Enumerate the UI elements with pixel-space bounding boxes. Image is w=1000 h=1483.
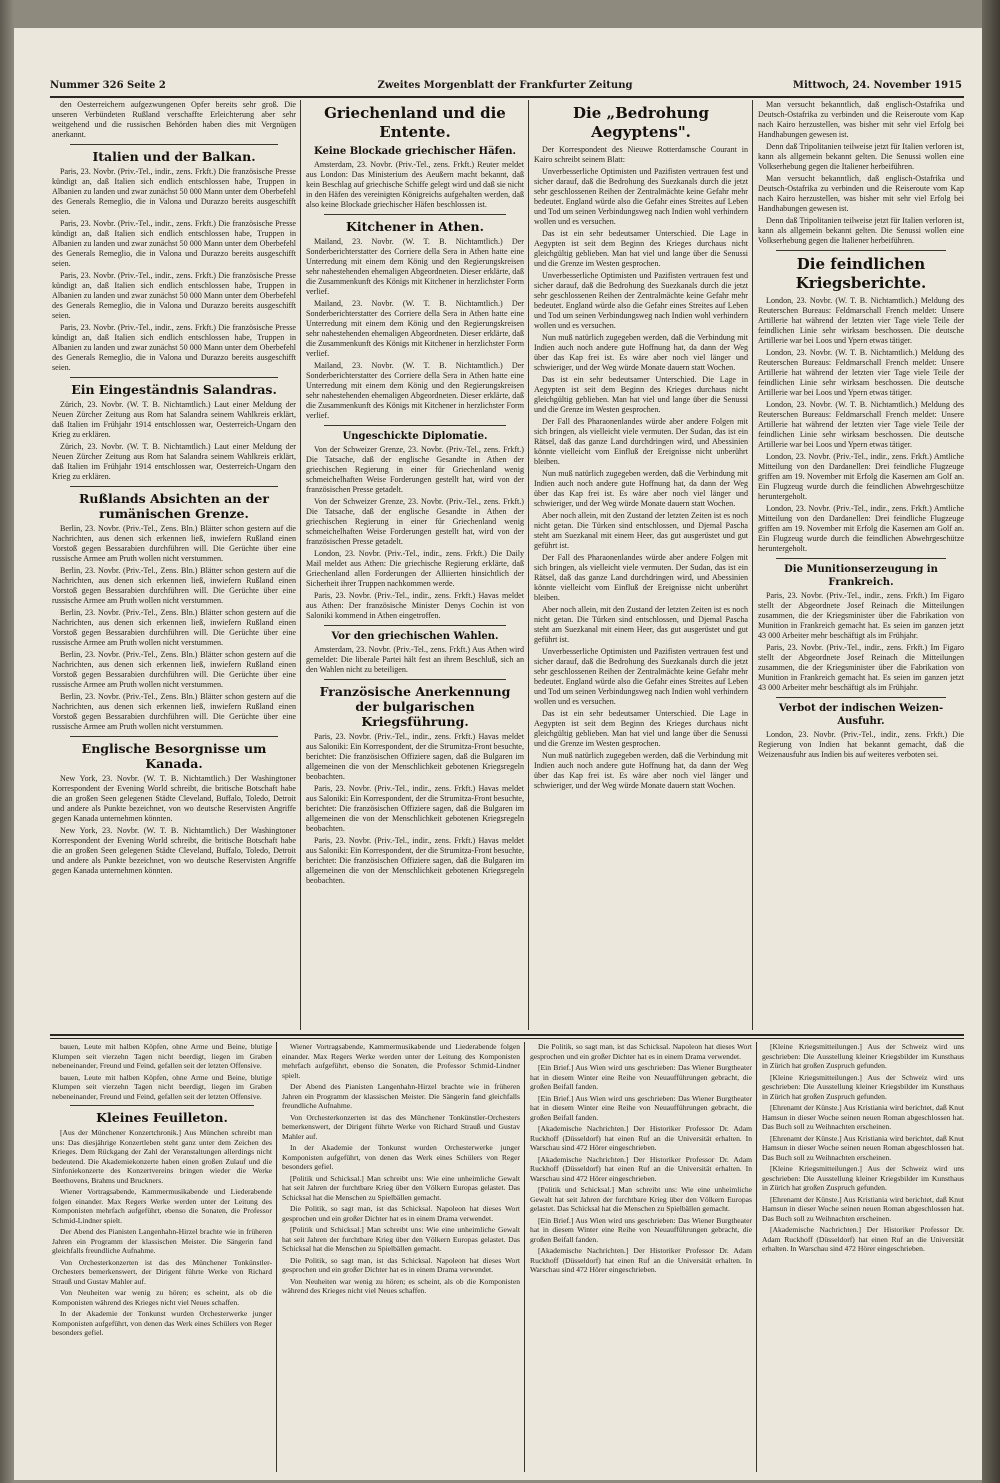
article-text: Man versucht bekanntlich, daß englisch-Ostafrika und Deutsch-Ostafrika zu verbinden und die Reiseroute vom Kap nach Kairo herzustellen, was bisher mit sehr viel Erfolg bei Handhabungen gewesen ist. [758,174,964,213]
article-text: [Ehrenamt der Künste.] Aus Kristiania wird berichtet, daß Knut Hamsun in dieser Woche seinen neuen Roman abgeschlossen hat. Das Buch soll zu Weihnachten erscheinen. [762,1103,964,1131]
article-text: Von Neuheiten war wenig zu hören; es scheint, als ob die Komponisten während des Krieges nicht viel Neues schaffen. [282,1276,520,1295]
article-text: Amsterdam, 23. Novbr. (Priv.-Tel., zens. Frkft.) Reuter meldet aus London: Das Ministerium des Aeußern macht bekannt, daß kein Beschlag auf griechische Schiffe gelegt wird und daß sie nicht in den Häfen des vereinigten Königreichs aufgehalten werden, daß also keine Blockade griechischer Häfen beschlossen ist. [306,160,524,209]
article-text: London, 23. Novbr. (W. T. B. Nichtamtlich.) Meldung des Reuterschen Bureaus: Feldmarschall French meldet: Unsere Artillerie hat während der letzten vier Tage viele Teile der feindlichen Linie sehr wirksam beschossen. Die deutsche Artillerie war bei Loos und Ypern etwas tätiger. [758,348,964,397]
subhead-diplomatie: Ungeschickte Diplomatie. [342,431,488,442]
column-4 [758,100,964,1028]
headline-entente: Griechenland und die Entente. [324,104,506,141]
article-text: Mailand, 23. Novbr. (W. T. B. Nichtamtlich.) Der Sonderberichterstatter des Corriere della Sera in Athen hatte eine Unterredung mit einem dem König und den Regierungskreisen sehr nahestehenden ehemaligen Abgeordneten. Dieser erklärte, daß die Zusammenkunft des Königs mit Kitchener in herzlichster Form verlief. [306,299,524,358]
article-text: Der Abend des Pianisten Langenhahn-Hirzel brachte wie in früheren Jahren ein Programm der klassischen Meister. Die Sängerin fand gleichfalls freundliche Aufnahme. [282,1082,520,1110]
article-text: Nun muß natürlich zugegeben werden, daß die Verbindung mit Indien auch noch andere gute Hoffnung hat, da dann der Weg über das Kap frei ist. Es wäre aber noch viel länger und schwieriger, und der Weg würde Monate dauern statt Wochen. [534,751,748,790]
headline-weizen: Verbot der indischen Weizen-Ausfuhr. [778,703,944,727]
article-text: Das ist ein sehr bedeutsamer Unterschied. Die Lage in Aegypten ist seit dem Beginn des Krieges durchaus nicht gleichgültig geblieben. Man hat viel und lange über die Senussi und die Grenze im Westen gesprochen. [534,709,748,748]
article-text: Unverbesserliche Optimisten und Pazifisten vertrauen fest und sicher darauf, daß die Bedrohung des Suezkanals durch die jetzt sehr geschlossenen Reihen der Zentralmächte keine Gefahr mehr bedeutet. England würde also die Gefahr eines Streites auf Leben und Tod um seinen Verbindungsweg nach Indien wohl verhindern wollen und es versuchen. [534,271,748,330]
article-text: Der Fall des Pharaonenlandes würde aber andere Folgen mit sich bringen, als vielleicht viele vermuten. Der Sudan, das ist ein Rätsel, daß das ganze Land durchdringen wird, und Abessinien könnte vielleicht vom Einfluß der Ereignisse nicht unberührt bleiben. [534,417,748,466]
article-text: Paris, 23. Novbr. (Priv.-Tel., indir., zens. Frkft.) Die französische Presse kündigt an, daß Italien sich endlich entschlossen habe, Truppen in Albanien zu landen und zwar zunächst 50 000 Mann unter dem Oberbefehl des Generals Remeglio, die in Valona und Durazzo bereits ausgeschifft seien. [52,323,296,372]
column-rule [528,100,529,1030]
article-text: Aber noch allein, mit den Zustand der letzten Zeiten ist es noch nicht getan. Die Türken sind entschlossen, und Djemal Pascha steht am Suezkanal mit einem Heer, das gut ausgerüstet und gut geführt ist. [534,511,748,550]
article-text: Denn daß Tripolitanien teilweise jetzt für Italien verloren ist, kann als allgemein bekannt gelten. Die Senussi wollen eine Volkserhebung gegen die Italiener herbeiführen. [758,216,964,245]
article-text: Von Orchesterkonzerten ist das des Münchener Tonkünstler-Orchesters bemerkenswert, der Dirigent führte Werke von Richard Strauß und Gustav Mahler auf. [52,1257,272,1286]
column-1 [52,100,296,1028]
article-text: Der Abend des Pianisten Langenhahn-Hirzel brachte wie in früheren Jahren ein Programm der klassischen Meister. Die Sängerin fand gleichfalls freundliche Aufnahme. [52,1227,272,1255]
article-text: [Aus der Münchener Konzertchronik.] Aus München schreibt man uns: Das diesjährige Konzertleben steht ganz unter dem Zeichen des Krieges. Dem Rückgang der Zahl der Veranstaltungen allerdings nicht bedeutend. Die Akademiekonzerte haben einen großen Zulauf und die Sinfoniekonzerte des Konzertvereins bringen wieder die Werke Beethovens, Brahms und Bruckners. [52,1128,272,1185]
article-text: Paris, 23. Novbr. (Priv.-Tel., indir., zens. Frkft.) Im Figaro stellt der Abgeordnete Josef Reinach die Mitteilungen zusammen, die der Kriegsminister über die Fabrikation von Munition in Frankreich gemacht hat. Es seien im ganzen jetzt 43 000 Arbeiter mehr beschäftigt als im Frühjahr. [758,643,964,692]
headline-kanada: Englische Besorgnisse um Kanada. [81,741,267,771]
headline-kitchener: Kitchener in Athen. [346,219,484,234]
article-text: Von der Schweizer Grenze, 23. Novbr. (Priv.-Tel., zens. Frkft.) Die Tatsache, daß der englische Gesandte in Athen der griechischen Regierung in einer für Griechenland wenig schmeichelhaften Weise Forderungen gestellt hat, wird von der französischen Presse getadelt. [306,497,524,546]
article-text: [Akademische Nachrichten.] Der Historiker Professor Dr. Adam Ruckhoff (Düsseldorf) hat einen Ruf an die Universität erhalten. In Warschau sind 472 Hörer eingeschrieben. [530,1154,752,1183]
article-text: New York, 23. Novbr. (W. T. B. Nichtamtlich.) Der Washingtoner Korrespondent der Evening World schreibt, die britische Botschaft habe die an großen Seen gelegenen Städte Cleveland, Buffalo, Toledo, Detroit und andere als Punkte bezeichnet, von wo deutsche Reservisten Angriffe gegen Kanada unternehmen könnten. [52,774,296,823]
article-text: Zürich, 23. Novbr. (W. T. B. Nichtamtlich.) Laut einer Meldung der Neuen Zürcher Zeitung aus Rom hat Salandra seinem Wahlkreis erklärt, daß Italien im Frühjahr 1914 entschlossen war, Oesterreich-Ungarn den Krieg zu erklären. [52,442,296,481]
article-text: Berlin, 23. Novbr. (Priv.-Tel., Zens. Bln.) Blätter schon gestern auf die Nachrichten, aus denen sich erkennen ließ, inwiefern Rußland einen Vorstoß gegen Bessarabien durchführen will. Die Gerüchte über eine russische Armee am Pruth wollen nicht verstummen. [52,566,296,605]
headline-salandra: Ein Eingeständnis Salandras. [71,382,277,397]
article-text: bauen, Leute mit halben Köpfen, ohne Arme und Beine, blutige Klumpen seit vierzehn Tagen nicht beerdigt, liegen im Graben nebeneinander, Freund und Feind, gefallen seit der letzten Offensive. [52,1042,272,1070]
issue-date: Mittwoch, 24. November 1915 [792,80,962,91]
article-text: London, 23. Novbr. (Priv.-Tel., indir., zens. Frkft.) Die Regierung von Indien hat bekannt gemacht, daß die Weizenausfuhr aus Indien bis auf weiteres verboten sei. [758,730,964,759]
article-text: [Ein Brief.] Aus Wien wird uns geschrieben: Das Wiener Burgtheater hat in diesem Winter eine Reihe von Neuaufführungen gebracht, die großen Beifall fanden. [530,1063,752,1091]
headline-italien: Italien und der Balkan. [92,149,256,164]
article-text: Paris, 23. Novbr. (Priv.-Tel., indir., zens. Frkft.) Die französische Presse kündigt an, daß Italien sich endlich entschlossen habe, Truppen in Albanien zu landen und zwar zunächst 50 000 Mann unter dem Oberbefehl des Generals Remeglio, die in Valona und Durazzo bereits ausgeschifft seien. [52,271,296,320]
article-text: Berlin, 23. Novbr. (Priv.-Tel., Zens. Bln.) Blätter schon gestern auf die Nachrichten, aus denen sich erkennen ließ, inwiefern Rußland einen Vorstoß gegen Bessarabien durchführen will. Die Gerüchte über eine russische Armee am Pruth wollen nicht verstummen. [52,650,296,689]
article-text: Die Politik, so sagt man, ist das Schicksal. Napoleon hat dieses Wort gesprochen und ein großer Dichter hat es in einem Drama verwendet. [530,1042,752,1061]
article-text: [Ehrenamt der Künste.] Aus Kristiania wird berichtet, daß Knut Hamsun in dieser Woche seinen neuen Roman abgeschlossen hat. Das Buch soll zu Weihnachten erscheinen. [762,1133,964,1162]
headline-aegypten: Die „Bedrohung Aegyptens". [573,104,709,141]
column-rule [756,1042,757,1472]
article-text: Berlin, 23. Novbr. (Priv.-Tel., Zens. Bln.) Blätter schon gestern auf die Nachrichten, aus denen sich erkennen ließ, inwiefern Rußland einen Vorstoß gegen Bessarabien durchführen will. Die Gerüchte über eine russische Armee am Pruth wollen nicht verstummen. [52,524,296,563]
article-text: [Kleine Kriegsmitteilungen.] Aus der Schweiz wird uns geschrieben: Die Ausstellung kleiner Kriegsbilder im Kunsthaus in Zürich hat großen Zuspruch gefunden. [762,1164,964,1192]
article-text: London, 23. Novbr. (Priv.-Tel., indir., zens. Frkft.) Amtliche Mitteilung von den Dardanellen: Drei feindliche Flugzeuge griffen am 19. November mit Erfolg die Kasernen am Golf an. Ein Flugzeug wurde durch die feindlichen Abwehrgeschütze heruntergeholt. [758,504,964,553]
article-text: New York, 23. Novbr. (W. T. B. Nichtamtlich.) Der Washingtoner Korrespondent der Evening World schreibt, die britische Botschaft habe die an großen Seen gelegenen Städte Cleveland, Buffalo, Toledo, Detroit und andere als Punkte bezeichnet, von wo deutsche Reservisten Angriffe gegen Kanada unternehmen könnten. [52,826,296,875]
masthead [50,78,962,96]
article-text: Das ist ein sehr bedeutsamer Unterschied. Die Lage in Aegypten ist seit dem Beginn des Krieges durchaus nicht gleichgültig geblieben. Man hat viel und lange über die Senussi und die Grenze im Westen gesprochen. [534,229,748,268]
feuilleton-rule-thin [50,1038,964,1039]
article-text: Nun muß natürlich zugegeben werden, daß die Verbindung mit Indien auch noch andere gute Hoffnung hat, da dann der Weg über das Kap frei ist. Es wäre aber noch viel länger und schwieriger, und der Weg würde Monate dauern statt Wochen. [534,333,748,372]
article-text: Paris, 23. Novbr. (Priv.-Tel., indir., zens. Frkft.) Havas meldet aus Saloniki: Ein Korrespondent, der die Strumitza-Front besuchte, berichtet: Die französischen Offiziere sagen, daß die Bulgaren im allgemeinen die von der Menschlichkeit gebotenen Kriegsregeln beobachten. [306,836,524,885]
book-spine [0,0,14,1483]
article-text: Von Neuheiten war wenig zu hören; es scheint, als ob die Komponisten während des Krieges nicht viel Neues schaffen. [52,1288,272,1307]
article-text: Paris, 23. Novbr. (Priv.-Tel., indir., zens. Frkft.) Havas meldet aus Athen: Der französische Minister Denys Cochin ist von Saloniki kommend in Athen eingetroffen. [306,591,524,620]
article-text: Paris, 23. Novbr. (Priv.-Tel., indir., zens. Frkft.) Im Figaro stellt der Abgeordnete Josef Reinach die Mitteilungen zusammen, die der Kriegsminister über die Fabrikation von Munition in Frankreich gemacht hat. Es seien im ganzen jetzt 43 000 Arbeiter mehr beschäftigt als im Frühjahr. [758,591,964,640]
headline-feuilleton: Kleines Feuilleton. [96,1110,228,1125]
column-2 [306,100,524,1028]
article-text: Zürich, 23. Novbr. (W. T. B. Nichtamtlich.) Laut einer Meldung der Neuen Zürcher Zeitung aus Rom hat Salandra seinem Wahlkreis erklärt, daß Italien im Frühjahr 1914 entschlossen war, Oesterreich-Ungarn den Krieg zu erklären. [52,400,296,439]
headline-anerkennung: Französische Anerkennung der bulgarischen Kriegsführung. [319,684,511,729]
feuilleton-column-1 [52,1042,272,1472]
column-rule [524,1042,525,1472]
article-text: Wiener Vortragsabende, Kammermusikabende und Liederabende folgen einander. Max Regers Werke werden unter der Leitung des Komponisten mehrfach aufgeführt, ebenso die Sonaten, die Professor Schmid-Lindner spielt. [282,1042,520,1080]
article-text: bauen, Leute mit halben Köpfen, ohne Arme und Beine, blutige Klumpen seit vierzehn Tagen nicht beerdigt, liegen im Graben nebeneinander, Freund und Feind, gefallen seit der letzten Offensive. [52,1072,272,1101]
article-text: London, 23. Novbr. (W. T. B. Nichtamtlich.) Meldung des Reuterschen Bureaus: Feldmarschall French meldet: Unsere Artillerie hat während der letzten vier Tage viele Teile der feindlichen Linie sehr wirksam beschossen. Die deutsche Artillerie war bei Loos und Ypern etwas tätiger. [758,296,964,345]
article-text: [Ehrenamt der Künste.] Aus Kristiania wird berichtet, daß Knut Hamsun in dieser Woche seinen neuen Roman abgeschlossen hat. Das Buch soll zu Weihnachten erscheinen. [762,1194,964,1223]
article-text: Amsterdam, 23. Novbr. (Priv.-Tel., zens. Frkft.) Aus Athen wird gemeldet: Die liberale Partei hält fest an ihrem Beschluß, sich an den Wahlen nicht zu beteiligen. [306,645,524,674]
article-text: Von der Schweizer Grenze, 23. Novbr. (Priv.-Tel., zens. Frkft.) Die Tatsache, daß der englische Gesandte in Athen der griechischen Regierung in einer für Griechenland wenig schmeichelhaften Weise Forderungen gestellt hat, wird von der französischen Presse getadelt. [306,445,524,494]
article-text: Das ist ein sehr bedeutsamer Unterschied. Die Lage in Aegypten ist seit dem Beginn des Krieges durchaus nicht gleichgültig geblieben. Man hat viel und lange über die Senussi und die Grenze im Westen gesprochen. [534,375,748,414]
page-edge [982,0,1000,1483]
article-text: [Akademische Nachrichten.] Der Historiker Professor Dr. Adam Ruckhoff (Düsseldorf) hat einen Ruf an die Universität erhalten. In Warschau sind 472 Hörer eingeschrieben. [530,1124,752,1152]
article-text: Paris, 23. Novbr. (Priv.-Tel., indir., zens. Frkft.) Die französische Presse kündigt an, daß Italien sich endlich entschlossen habe, Truppen in Albanien zu landen und zwar zunächst 50 000 Mann unter dem Oberbefehl des Generals Remeglio, die in Valona und Durazzo bereits ausgeschifft seien. [52,219,296,268]
column-rule [752,100,753,1030]
article-text: [Ein Brief.] Aus Wien wird uns geschrieben: Das Wiener Burgtheater hat in diesem Winter eine Reihe von Neuaufführungen gebracht, die großen Beifall fanden. [530,1215,752,1244]
article-text: Mailand, 23. Novbr. (W. T. B. Nichtamtlich.) Der Sonderberichterstatter des Corriere della Sera in Athen hatte eine Unterredung mit einem dem König und den Regierungskreisen sehr nahestehenden ehemaligen Abgeordneten. Dieser erklärte, daß die Zusammenkunft des Königs mit Kitchener in herzlichster Form verlief. [306,237,524,296]
article-text: [Politik und Schicksal.] Man schreibt uns: Wie eine unheimliche Gewalt hat seit Jahren der furchtbare Krieg über den Völkern Europas gelastet. Das Schicksal hat die Menschen zu Spielbällen gemacht. [282,1173,520,1202]
article-text: Nun muß natürlich zugegeben werden, daß die Verbindung mit Indien auch noch andere gute Hoffnung hat, da dann der Weg über das Kap frei ist. Es wäre aber noch viel länger und schwieriger, und der Weg würde Monate dauern statt Wochen. [534,469,748,508]
newspaper-title: Zweites Morgenblatt der Frankfurter Zeitung [377,80,633,91]
article-text: London, 23. Novbr. (W. T. B. Nichtamtlich.) Meldung des Reuterschen Bureaus: Feldmarschall French meldet: Unsere Artillerie hat während der letzten vier Tage viele Teile der feindlichen Linie sehr wirksam beschossen. Die deutsche Artillerie war bei Loos und Ypern etwas tätiger. [758,400,964,449]
masthead-rule [50,96,964,98]
feuilleton-column-3 [530,1042,752,1472]
article-text: [Kleine Kriegsmitteilungen.] Aus der Schweiz wird uns geschrieben: Die Ausstellung kleiner Kriegsbilder im Kunsthaus in Zürich hat großen Zuspruch gefunden. [762,1072,964,1101]
article-text: London, 23. Novbr. (Priv.-Tel., indir., zens. Frkft.) Die Daily Mail meldet aus Athen: Die griechische Regierung erklärte, daß Griechenland allen Forderungen der Alliierten hinsichtlich der Sicherheit ihrer Truppen nachkommen werde. [306,549,524,588]
article-text: In der Akademie der Tonkunst wurden Orchesterwerke junger Komponisten aufgeführt, von denen das Werk eines Schülers von Reger besonders gefiel. [52,1309,272,1337]
article-text: Der Fall des Pharaonenlandes würde aber andere Folgen mit sich bringen, als vielleicht viele vermuten. Der Sudan, das ist ein Rätsel, daß das ganze Land durchdringen wird, und Abessinien könnte vielleicht vom Einfluß der Ereignisse nicht unberührt bleiben. [534,553,748,602]
feuilleton-column-2 [282,1042,520,1472]
article-text: Mailand, 23. Novbr. (W. T. B. Nichtamtlich.) Der Sonderberichterstatter des Corriere della Sera in Athen hatte eine Unterredung mit einem dem König und den Regierungskreisen sehr nahestehenden ehemaligen Abgeordneten. Dieser erklärte, daß die Zusammenkunft des Königs mit Kitchener in herzlichster Form verlief. [306,361,524,420]
issue-number: Nummer 326 Seite 2 [50,80,166,91]
article-text: Die Politik, so sagt man, ist das Schicksal. Napoleon hat dieses Wort gesprochen und ein großer Dichter hat es in einem Drama verwendet. [282,1204,520,1223]
article-text: Paris, 23. Novbr. (Priv.-Tel., indir., zens. Frkft.) Die französische Presse kündigt an, daß Italien sich endlich entschlossen habe, Truppen in Albanien zu landen und zwar zunächst 50 000 Mann unter dem Oberbefehl des Generals Remeglio, die in Valona und Durazzo bereits ausgeschifft seien. [52,167,296,216]
feuilleton-rule [50,1034,964,1036]
article-text: London, 23. Novbr. (Priv.-Tel., indir., zens. Frkft.) Amtliche Mitteilung von den Dardanellen: Drei feindliche Flugzeuge griffen am 19. November mit Erfolg die Kasernen am Golf an. Ein Flugzeug wurde durch die feindlichen Abwehrgeschütze heruntergeholt. [758,452,964,501]
subhead-wahlen: Vor den griechischen Wahlen. [331,631,499,642]
article-text: Unverbesserliche Optimisten und Pazifisten vertrauen fest und sicher darauf, daß die Bedrohung des Suezkanals durch die jetzt sehr geschlossenen Reihen der Zentralmächte keine Gefahr mehr bedeutet. England würde also die Gefahr eines Streites auf Leben und Tod um seinen Verbindungsweg nach Indien wohl verhindern wollen und es versuchen. [534,167,748,226]
subhead-blockade: Keine Blockade griechischer Häfen. [313,146,517,157]
article-text: Berlin, 23. Novbr. (Priv.-Tel., Zens. Bln.) Blätter schon gestern auf die Nachrichten, aus denen sich erkennen ließ, inwiefern Rußland einen Vorstoß gegen Bessarabien durchführen will. Die Gerüchte über eine russische Armee am Pruth wollen nicht verstummen. [52,692,296,731]
article-text: [Kleine Kriegsmitteilungen.] Aus der Schweiz wird uns geschrieben: Die Ausstellung kleiner Kriegsbilder im Kunsthaus in Zürich hat großen Zuspruch gefunden. [762,1042,964,1070]
column-rule [300,100,301,1030]
article-text: [Ein Brief.] Aus Wien wird uns geschrieben: Das Wiener Burgtheater hat in diesem Winter eine Reihe von Neuaufführungen gebracht, die großen Beifall fanden. [530,1093,752,1122]
column-3 [534,100,748,1028]
headline-kriegsberichte: Die feindlichen Kriegsberichte. [795,255,927,292]
article-text: den Oesterreichern aufgezwungenen Opfer bereits sehr groß. Die unseren Verbündeten Rußland verschaffte Erleichterung aber sehr weitgehend und die russischen Behörden haben dies mit Vergnügen anerkannt. [52,100,296,139]
headline-russland: Rußlands Absichten an der rumänischen Grenze. [79,491,269,521]
feuilleton-column-4 [762,1042,964,1472]
article-text: Aber noch allein, mit den Zustand der letzten Zeiten ist es noch nicht getan. Die Türken sind entschlossen, und Djemal Pascha steht am Suezkanal mit einem Heer, das gut ausgerüstet und gut geführt ist. [534,605,748,644]
article-text: Berlin, 23. Novbr. (Priv.-Tel., Zens. Bln.) Blätter schon gestern auf die Nachrichten, aus denen sich erkennen ließ, inwiefern Rußland einen Vorstoß gegen Bessarabien durchführen will. Die Gerüchte über eine russische Armee am Pruth wollen nicht verstummen. [52,608,296,647]
article-text: Wiener Vortragsabende, Kammermusikabende und Liederabende folgen einander. Max Regers Werke werden unter der Leitung des Komponisten mehrfach aufgeführt, ebenso die Sonaten, die Professor Schmid-Lindner spielt. [52,1187,272,1225]
article-text: Die Politik, so sagt man, ist das Schicksal. Napoleon hat dieses Wort gesprochen und ein großer Dichter hat es in einem Drama verwendet. [282,1255,520,1274]
article-text: [Akademische Nachrichten.] Der Historiker Professor Dr. Adam Ruckhoff (Düsseldorf) hat einen Ruf an die Universität erhalten. In Warschau sind 472 Hörer eingeschrieben. [762,1225,964,1253]
article-text: Unverbesserliche Optimisten und Pazifisten vertrauen fest und sicher darauf, daß die Bedrohung des Suezkanals durch die jetzt sehr geschlossenen Reihen der Zentralmächte keine Gefahr mehr bedeutet. England würde also die Gefahr eines Streites auf Leben und Tod um seinen Verbindungsweg nach Indien wohl verhindern wollen und es versuchen. [534,647,748,706]
article-text: In der Akademie der Tonkunst wurden Orchesterwerke junger Komponisten aufgeführt, von denen das Werk eines Schülers von Reger besonders gefiel. [282,1143,520,1171]
article-text: Man versucht bekanntlich, daß englisch-Ostafrika und Deutsch-Ostafrika zu verbinden und die Reiseroute vom Kap nach Kairo herzustellen, was bisher mit sehr viel Erfolg bei Handhabungen gewesen ist. [758,100,964,139]
article-text: Von Orchesterkonzerten ist das des Münchener Tonkünstler-Orchesters bemerkenswert, der Dirigent führte Werke von Richard Strauß und Gustav Mahler auf. [282,1112,520,1141]
article-text: [Politik und Schicksal.] Man schreibt uns: Wie eine unheimliche Gewalt hat seit Jahren der furchtbare Krieg über den Völkern Europas gelastet. Das Schicksal hat die Menschen zu Spielbällen gemacht. [282,1225,520,1253]
article-text: [Akademische Nachrichten.] Der Historiker Professor Dr. Adam Ruckhoff (Düsseldorf) hat einen Ruf an die Universität erhalten. In Warschau sind 472 Hörer eingeschrieben. [530,1246,752,1274]
headline-munition: Die Munitionserzeugung in Frankreich. [784,564,938,588]
article-text: Paris, 23. Novbr. (Priv.-Tel., indir., zens. Frkft.) Havas meldet aus Saloniki: Ein Korrespondent, der die Strumitza-Front besuchte, berichtet: Die französischen Offiziere sagen, daß die Bulgaren im allgemeinen die von der Menschlichkeit gebotenen Kriegsregeln beobachten. [306,732,524,781]
article-text: Paris, 23. Novbr. (Priv.-Tel., indir., zens. Frkft.) Havas meldet aus Saloniki: Ein Korrespondent, der die Strumitza-Front besuchte, berichtet: Die französischen Offiziere sagen, daß die Bulgaren im allgemeinen die von der Menschlichkeit gebotenen Kriegsregeln beobachten. [306,784,524,833]
article-text: Der Korrespondent des Nieuwe Rotterdamsche Courant in Kairo schreibt seinem Blatt: [534,145,748,164]
article-text: Denn daß Tripolitanien teilweise jetzt für Italien verloren ist, kann als allgemein bekannt gelten. Die Senussi wollen eine Volkserhebung gegen die Italiener herbeiführen. [758,142,964,171]
article-text: [Politik und Schicksal.] Man schreibt uns: Wie eine unheimliche Gewalt hat seit Jahren der furchtbare Krieg über den Völkern Europas gelastet. Das Schicksal hat die Menschen zu Spielbällen gemacht. [530,1185,752,1213]
column-rule [276,1042,277,1472]
